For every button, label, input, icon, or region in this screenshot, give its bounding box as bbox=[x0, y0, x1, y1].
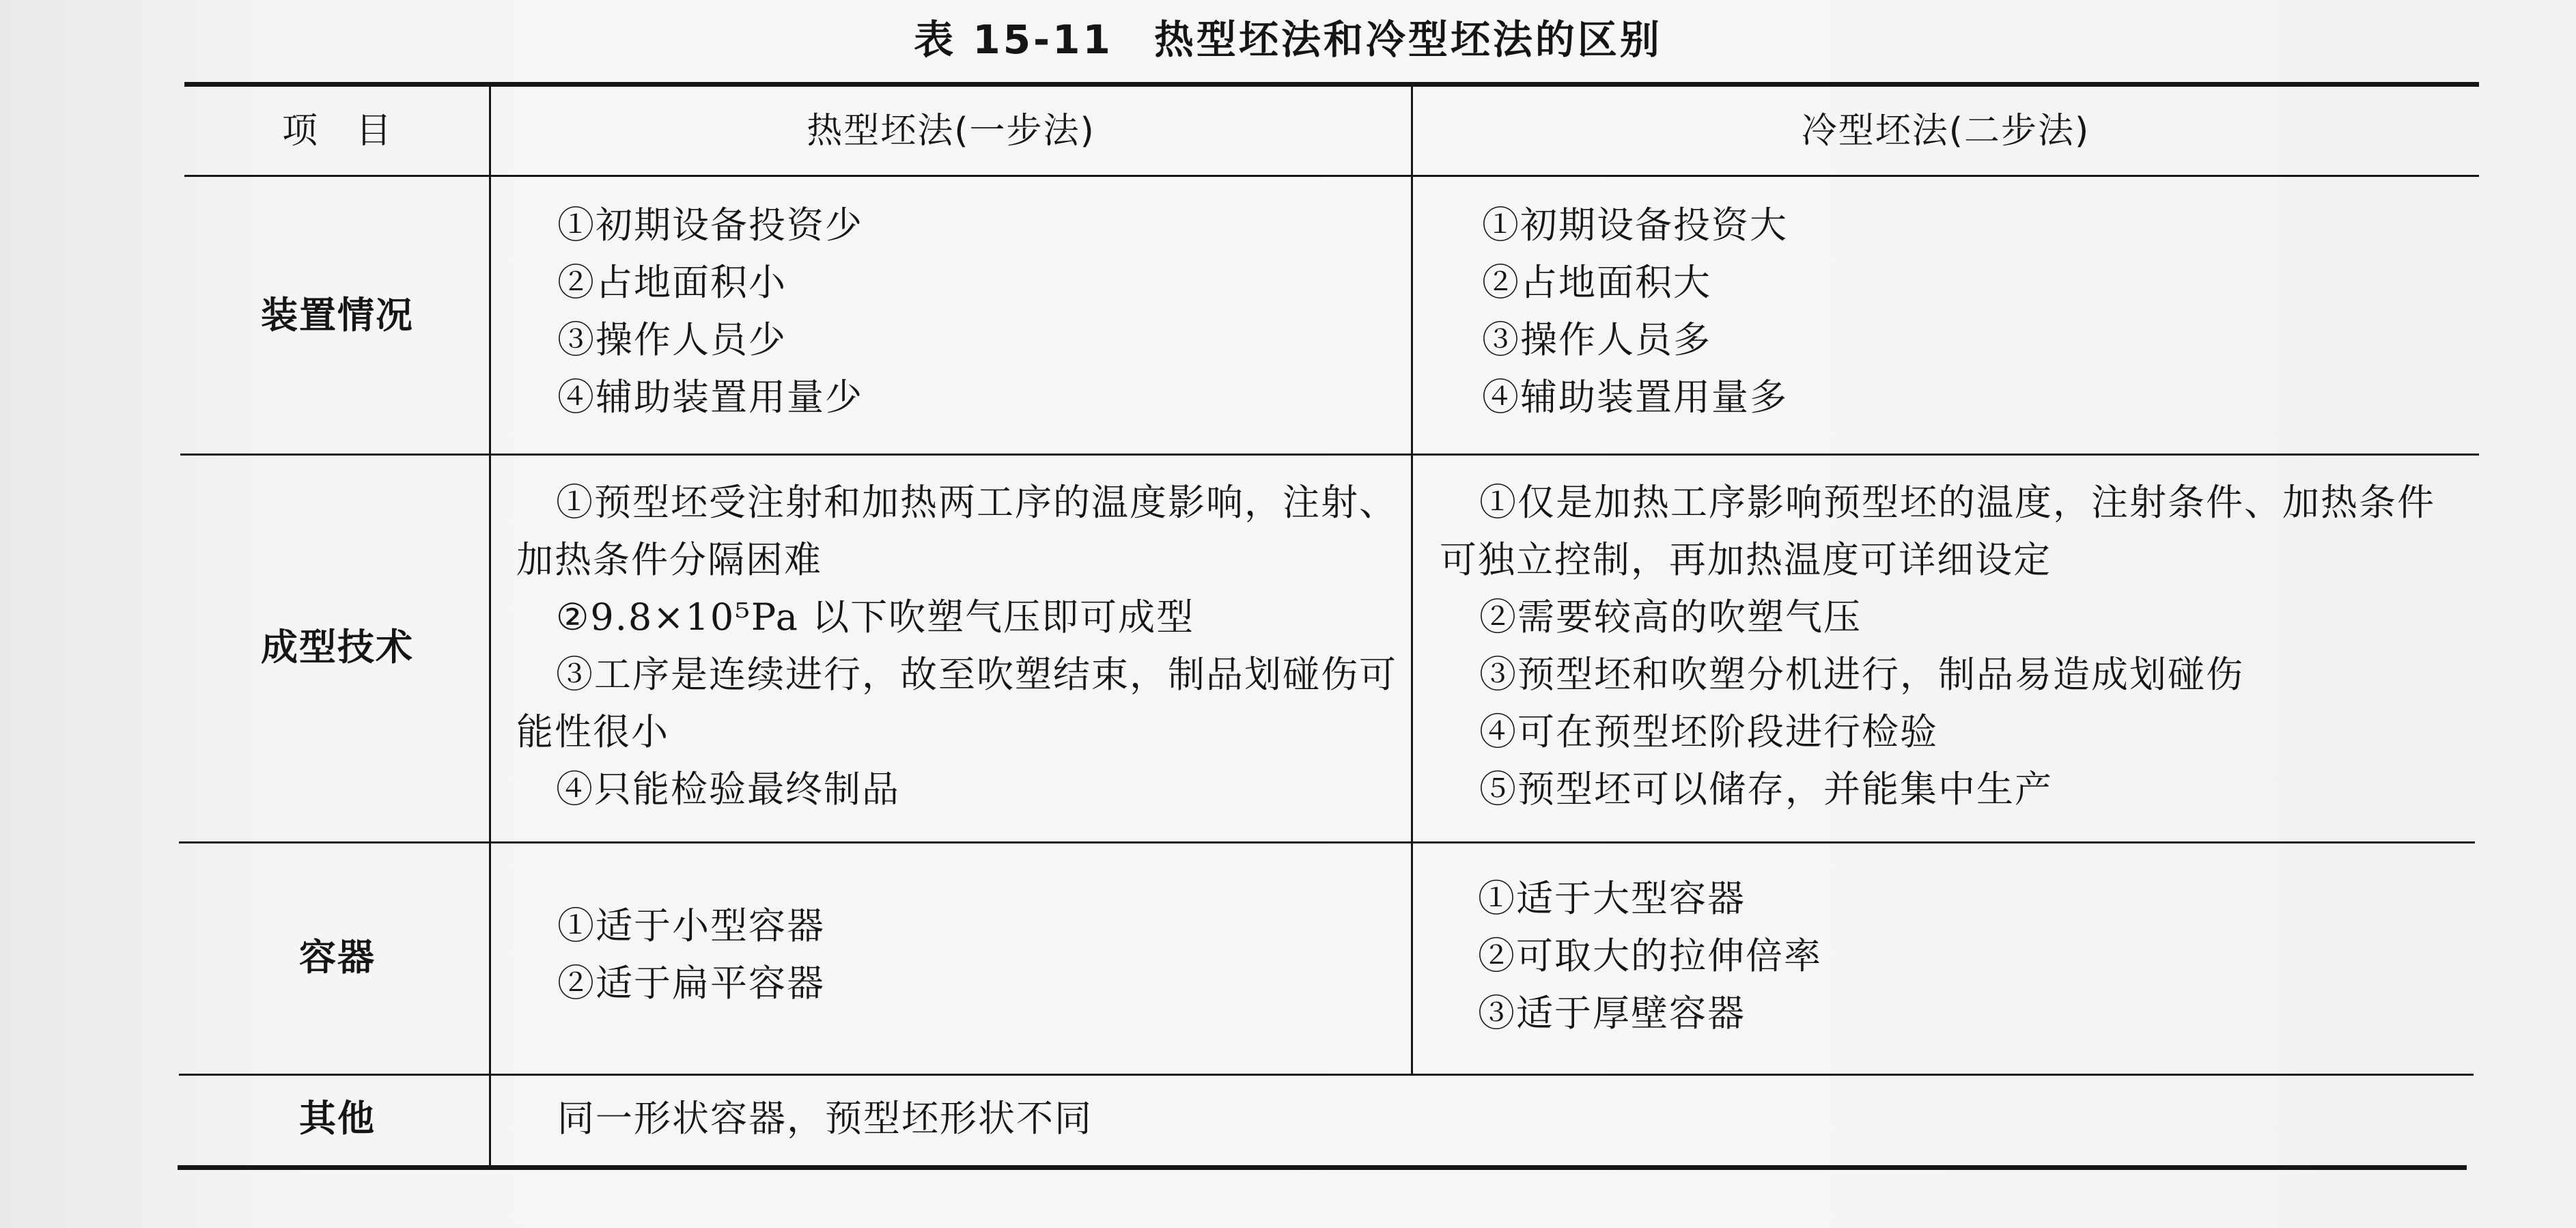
list-item: ④可在预型坯阶段进行检验 bbox=[1479, 710, 1938, 753]
row-label-other: 其他 bbox=[299, 1097, 376, 1140]
list-item: ①适于大型容器 bbox=[1478, 877, 1746, 920]
table-number: 表 15-11 bbox=[914, 16, 1113, 63]
list-item: ①初期设备投资少 bbox=[557, 204, 863, 247]
list-item: ①初期设备投资大 bbox=[1482, 204, 1788, 247]
header-hot-method: 热型坯法(一步法) bbox=[807, 111, 1095, 152]
list-item: ①预型坯受注射和加热两工序的温度影响，注射、加热条件分隔困难 bbox=[516, 481, 1397, 581]
list-item: ②占地面积小 bbox=[557, 261, 787, 304]
row-rule-3 bbox=[179, 1074, 2474, 1076]
column-divider-2 bbox=[1411, 85, 1413, 1075]
row-label-container: 容器 bbox=[299, 936, 376, 979]
list-item: ①仅是加热工序影响预型坯的温度，注射条件、加热条件可独立控制，再加热温度可详细设定 bbox=[1440, 481, 2435, 581]
list-item: ②占地面积大 bbox=[1482, 261, 1711, 304]
equipment-cold-list bbox=[1482, 197, 1788, 426]
list-item: ③工序是连续进行，故至吹塑结束，制品划碰伤可能性很小 bbox=[516, 653, 1397, 753]
header-cold-method: 冷型坯法(二步法) bbox=[1801, 111, 2090, 152]
list-item: ②需要较高的吹塑气压 bbox=[1479, 596, 1862, 639]
row-label-forming: 成型技术 bbox=[261, 626, 414, 669]
other-value: 同一形状容器，预型坯形状不同 bbox=[557, 1097, 1093, 1140]
list-item: ④只能检验最终制品 bbox=[556, 768, 900, 811]
list-item: ③操作人员少 bbox=[557, 318, 787, 361]
list-item: ②适于扁平容器 bbox=[557, 962, 825, 1005]
list-item: ②可取大的拉伸倍率 bbox=[1478, 934, 1822, 977]
table-title: 热型坯法和冷型坯法的区别 bbox=[1153, 16, 1662, 63]
list-item: ③适于厚壁容器 bbox=[1478, 992, 1746, 1035]
list-item: ②9.8×10⁵Pa 以下吹塑气压即可成型 bbox=[556, 596, 1195, 639]
table-top-rule bbox=[184, 82, 2479, 87]
list-item: ④辅助装置用量少 bbox=[557, 376, 863, 419]
header-rule bbox=[184, 175, 2479, 177]
header-item: 项 目 bbox=[281, 111, 393, 152]
forming-hot-list bbox=[516, 474, 1397, 818]
forming-cold-list bbox=[1440, 474, 2464, 818]
equipment-hot-list bbox=[557, 197, 863, 426]
row-label-equipment: 装置情况 bbox=[261, 294, 414, 337]
table-bottom-rule bbox=[178, 1165, 2467, 1170]
column-divider-1 bbox=[489, 85, 491, 1168]
container-cold-list bbox=[1478, 870, 1822, 1042]
container-hot-list bbox=[557, 897, 825, 1012]
list-item: ①适于小型容器 bbox=[557, 904, 825, 947]
list-item: ④辅助装置用量多 bbox=[1482, 376, 1788, 419]
list-item: ⑤预型坯可以储存，并能集中生产 bbox=[1479, 768, 2053, 811]
row-rule-1 bbox=[180, 453, 2479, 456]
row-rule-2 bbox=[179, 841, 2475, 843]
list-item: ③预型坯和吹塑分机进行，制品易造成划碰伤 bbox=[1479, 653, 2244, 696]
list-item: ③操作人员多 bbox=[1482, 318, 1711, 361]
table-caption bbox=[0, 8, 2576, 71]
